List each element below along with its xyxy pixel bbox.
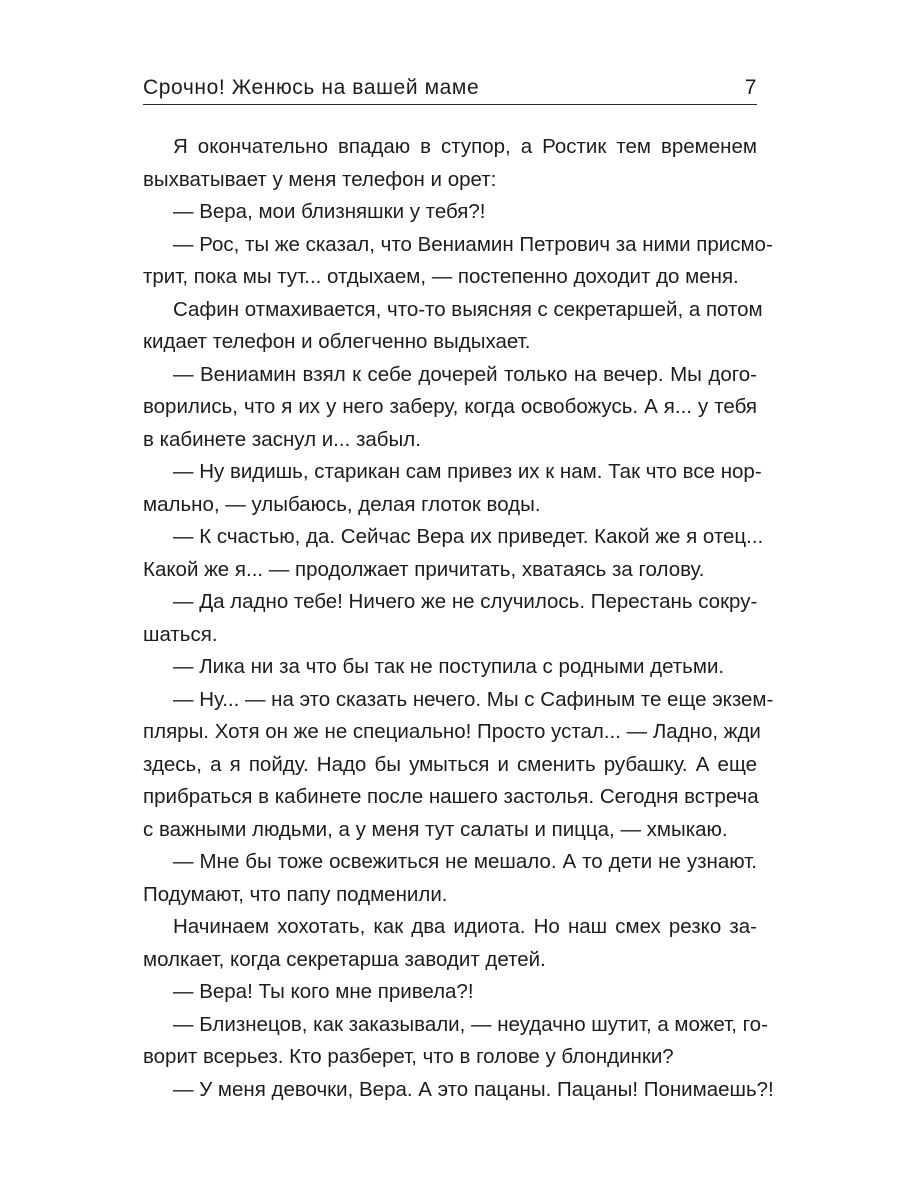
paragraph <box>143 196 757 229</box>
text-line: Подумают, что папу подменили. <box>143 882 448 906</box>
text-line: молкает, когда секретарша заводит детей. <box>143 947 546 971</box>
text-line: — К счастью, да. Сейчас Вера их приведет. Какой же я отец... <box>173 525 764 548</box>
book-title: Срочно! Женюсь на вашей маме <box>143 76 480 99</box>
text-line: — У меня девочки, Вера. А это пацаны. Пацаны! Понимаешь?! <box>173 1077 774 1101</box>
running-header <box>143 68 757 100</box>
text-line: — Ну... — на это сказать нечего. Мы с Сафиным те еще экзем- <box>173 687 774 711</box>
text-line: трит, пока мы тут... отдыхаем, — постепенно доходит до меня. <box>143 265 739 288</box>
text-line: ворились, что я их у него заберу, когда освобожусь. А я... у тебя <box>143 395 757 418</box>
paragraph <box>143 684 774 847</box>
paragraph <box>143 294 763 359</box>
text-line: здесь, а я пойду. Надо бы умыться и сменить рубашку. А еще <box>143 752 757 776</box>
text-line: мально, — улыбаюсь, делая глоток воды. <box>143 492 541 516</box>
paragraph <box>143 359 757 457</box>
paragraph <box>143 1074 774 1107</box>
paragraph <box>143 911 757 976</box>
paragraph <box>143 131 757 196</box>
paragraph <box>143 846 757 911</box>
text-line: пляры. Хотя он же не специально! Просто устал... — Ладно, жди <box>143 720 761 743</box>
text-line: — Близнецов, как заказывали, — неудачно шутит, а может, го- <box>173 1012 768 1036</box>
text-line: — Рос, ты же сказал, что Вениамин Петрович за ними присмо- <box>173 232 773 256</box>
paragraph <box>143 521 764 586</box>
paragraph <box>143 229 773 294</box>
text-line: Я окончательно впадаю в ступор, а Ростик тем временем <box>173 135 757 158</box>
paragraph <box>143 1009 768 1074</box>
text-line: кидает телефон и облегченно выдыхает. <box>143 330 531 353</box>
text-line: с важными людьми, а у меня тут салаты и пицца, — хмыкаю. <box>143 817 728 841</box>
text-line: — Да ладно тебе! Ничего же не случилось. Перестань сокру- <box>173 590 758 613</box>
body-text <box>143 131 774 1106</box>
text-line: в кабинете заснул и... забыл. <box>143 427 421 451</box>
text-line: Начинаем хохотать, как два идиота. Но наш смех резко за- <box>173 915 757 938</box>
text-line: прибраться в кабинете после нашего застолья. Сегодня встреча <box>143 785 759 808</box>
paragraph <box>143 456 762 521</box>
text-line: — Вениамин взял к себе дочерей только на вечер. Мы дого- <box>173 362 757 386</box>
paragraph <box>143 586 757 651</box>
text-line: Какой же я... — продолжает причитать, хватаясь за голову. <box>143 557 705 581</box>
text-line: — Ну видишь, старикан сам привез их к нам. Так что все нор- <box>173 460 762 483</box>
text-line: Сафин отмахивается, что-то выясняя с секретаршей, а потом <box>173 297 763 321</box>
header-rule <box>143 104 757 105</box>
text-line: выхватывает у меня телефон и орет: <box>143 167 497 191</box>
page-number: 7 <box>744 76 757 99</box>
text-line: — Мне бы тоже освежиться не мешало. А то дети не узнают. <box>173 850 757 873</box>
paragraph <box>143 651 757 684</box>
paragraph <box>143 976 757 1009</box>
text-line: ворит всерьез. Кто разберет, что в голове у блондинки? <box>143 1045 674 1068</box>
text-line: — Лика ни за что бы так не поступила с родными детьми. <box>173 655 725 678</box>
text-line: — Вера, мои близняшки у тебя?! <box>173 200 486 223</box>
text-line: — Вера! Ты кого мне привела?! <box>173 980 474 1003</box>
text-line: шаться. <box>143 622 218 646</box>
